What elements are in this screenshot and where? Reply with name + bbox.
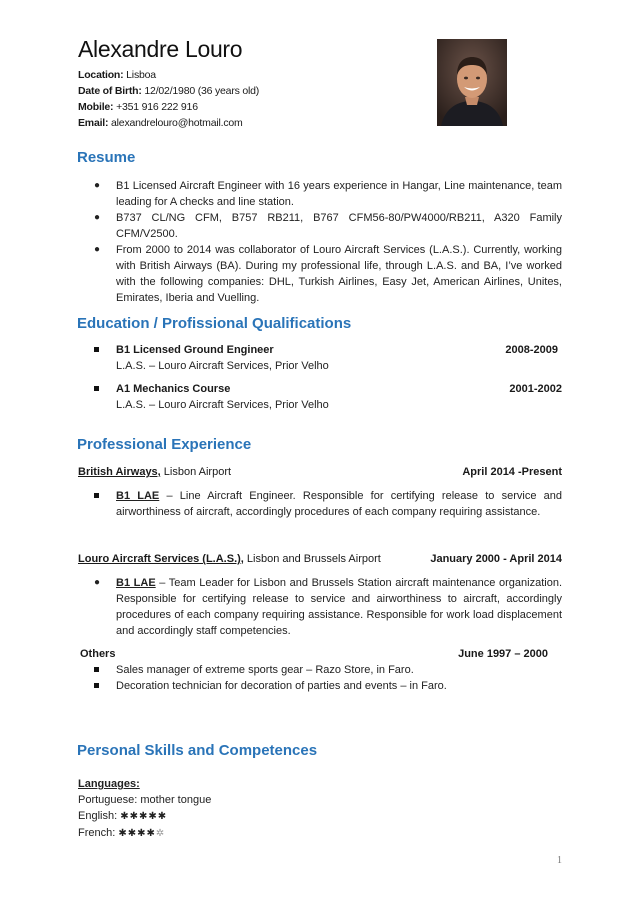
employment-dates: April 2014 -Present bbox=[462, 466, 562, 478]
employer-ba bbox=[78, 464, 562, 480]
employer-name: British Airways, bbox=[78, 466, 161, 478]
others-header bbox=[80, 646, 548, 662]
dob-label: Date of Birth: bbox=[78, 85, 142, 97]
experience-heading: Professional Experience bbox=[77, 436, 252, 453]
star-rating-icon: ✱✱✱✱✱ bbox=[120, 811, 168, 822]
bullet-square-icon bbox=[94, 667, 99, 672]
qualification-dates: 2001-2002 bbox=[509, 383, 562, 395]
education-item bbox=[92, 381, 562, 413]
list-item: ● B737 CL/NG CFM, B757 RB211, B767 CFM56-80/PW4000/RB211, A320 Family CFM/V2500. bbox=[93, 212, 562, 240]
list-item: Decoration technician for decoration of parties and events – in Faro. bbox=[92, 678, 562, 694]
bullet-square-icon bbox=[94, 347, 99, 352]
location-label: Location: bbox=[78, 69, 124, 81]
employer-location: Lisbon Airport bbox=[160, 466, 232, 478]
employer-name: Louro Aircraft Services (L.A.S.), bbox=[78, 553, 244, 565]
employer-las bbox=[78, 551, 562, 567]
mobile-label: Mobile: bbox=[78, 101, 114, 113]
others-dates: June 1997 – 2000 bbox=[458, 648, 548, 660]
languages-block bbox=[78, 776, 211, 842]
qualification-name: A1 Mechanics Course bbox=[116, 383, 231, 395]
resume-list bbox=[92, 178, 562, 306]
language-portuguese: Portuguese: mother tongue bbox=[78, 794, 212, 806]
location-line bbox=[78, 67, 156, 83]
bullet-square-icon bbox=[94, 386, 99, 391]
person-portrait-icon bbox=[437, 39, 507, 126]
page-number: 1 bbox=[557, 855, 562, 866]
employer-location: Lisbon and Brussels Airport bbox=[243, 553, 381, 565]
others-label: Others bbox=[80, 648, 116, 660]
list-item: ● From 2000 to 2014 was collaborator of Louro Aircraft Services (L.A.S.). Currently, working with British Airways (BA). During my professional life, through L.A.S. and BA, I’ve worked with the following companies: DHL, Turkish Airlines, Easy Jet, American Airlines, Unites, Emirates, Iberia and Vuelling. bbox=[93, 244, 562, 304]
role-title: B1 LAE bbox=[116, 490, 160, 502]
star-empty-icon: ✲ bbox=[155, 828, 166, 839]
employment-dates: January 2000 - April 2014 bbox=[430, 553, 562, 565]
dob-line bbox=[78, 83, 259, 99]
mobile-line bbox=[78, 99, 198, 115]
skills-heading: Personal Skills and Competences bbox=[77, 742, 318, 759]
dob-value: 12/02/1980 (36 years old) bbox=[144, 85, 260, 97]
education-item bbox=[92, 342, 562, 374]
candidate-name: Alexandre Louro bbox=[78, 36, 243, 62]
list-item bbox=[92, 575, 562, 639]
bullet-square-icon bbox=[94, 493, 99, 498]
role-title: B1 LAE bbox=[116, 577, 156, 589]
languages-label: Languages: bbox=[78, 778, 140, 790]
language-english: English: ✱✱✱✱✱ bbox=[78, 810, 168, 822]
role-description: – Team Leader for Lisbon and Brussels Station aircraft maintenance organization. Responsible for certifying release to service and airworthiness to aircraft, accordingly procedures of each company requiring assistance. Responsible for work load displacement and accordingly staff competencies. bbox=[116, 577, 562, 637]
qualification-name: B1 Licensed Ground Engineer bbox=[116, 344, 274, 356]
email-line bbox=[78, 115, 243, 131]
las-duties bbox=[92, 575, 562, 639]
resume-heading: Resume bbox=[77, 149, 136, 166]
bullet-dot-icon: ● bbox=[93, 180, 101, 191]
list-item: ● B1 Licensed Aircraft Engineer with 16 years experience in Hangar, Line maintenance, team leading for A checks and line station. bbox=[93, 180, 562, 208]
bullet-dot-icon: ● bbox=[93, 577, 101, 588]
bullet-dot-icon: ● bbox=[93, 244, 101, 255]
email-value: alexandrelouro@hotmail.com bbox=[111, 117, 243, 129]
ba-duties bbox=[92, 488, 562, 520]
others-list bbox=[92, 662, 562, 694]
bullet-dot-icon: ● bbox=[93, 212, 101, 223]
qualification-place: L.A.S. – Louro Aircraft Services, Prior Velho bbox=[116, 360, 329, 372]
bullet-square-icon bbox=[94, 683, 99, 688]
qualification-dates: 2008-2009 bbox=[505, 344, 558, 356]
list-item: Sales manager of extreme sports gear – Razo Store, in Faro. bbox=[92, 662, 562, 678]
star-rating-icon: ✱✱✱✱ bbox=[118, 828, 156, 839]
education-heading: Education / Profissional Qualifications bbox=[77, 315, 352, 332]
qualification-place: L.A.S. – Louro Aircraft Services, Prior Velho bbox=[116, 399, 329, 411]
mobile-value: +351 916 222 916 bbox=[116, 101, 198, 113]
list-item bbox=[92, 488, 562, 520]
location-value: Lisboa bbox=[126, 69, 156, 81]
language-french: French: ✱✱✱✱✲ bbox=[78, 827, 166, 839]
profile-photo bbox=[437, 39, 507, 126]
email-label: Email: bbox=[78, 117, 109, 129]
role-description: – Line Aircraft Engineer. Responsible for certifying release to service and airworthiness of aircraft, accordingly procedures of each company requiring assistance. bbox=[116, 490, 562, 518]
